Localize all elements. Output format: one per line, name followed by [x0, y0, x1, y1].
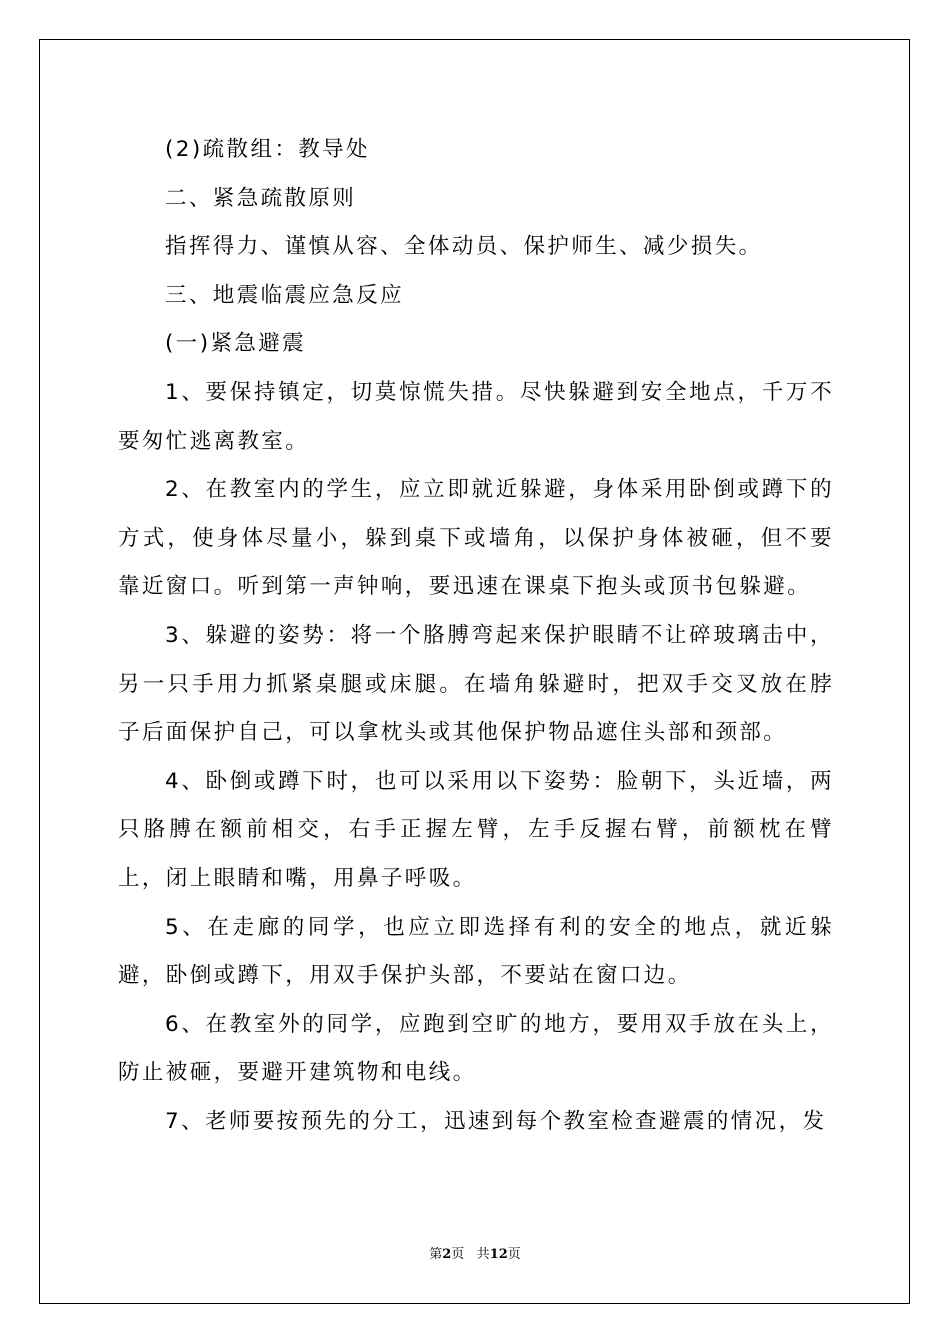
footer-prefix: 第: [429, 1247, 443, 1262]
heading-earthquake-response: 三、地震临震应急反应: [165, 282, 405, 308]
paragraph-item-3: 3、躲避的姿势：将一个胳膊弯起来保护眼睛不让碎玻璃击中，另一只手用力抓紧桌腿或床腿。在墙角躲避时，把双手交叉放在脖子后面保护自己，可以拿枕头或其他保护物品遮住头部和颈部。: [118, 622, 834, 746]
paragraph-item-2: 2、在教室内的学生，应立即就近躲避，身体采用卧倒或蹲下的方式，使身体尽量小，躲到桌下或墙角，以保护身体被砸，但不要靠近窗口。听到第一声钟响，要迅速在课桌下抱头或顶书包躲避。: [118, 477, 834, 600]
footer-total-pages: 12: [489, 1247, 508, 1262]
paragraph-item-7: 7、老师要按预先的分工，迅速到每个教室检查避震的情况，发: [165, 1108, 827, 1134]
footer-page-number: 2: [442, 1247, 452, 1262]
paragraph-item-4: 4、卧倒或蹲下时，也可以采用以下姿势：脸朝下，头近墙，两只胳膊在额前相交，右手正握左臂，左手反握右臂，前额枕在臂上，闭上眼睛和嘴，用鼻子呼吸。: [118, 768, 834, 891]
heading-emergency-shelter: (一)紧急避震: [165, 331, 307, 357]
paragraph-principles: 指挥得力、谨慎从容、全体动员、保护师生、减少损失。: [165, 234, 763, 260]
document-body: [118, 126, 834, 1146]
footer-total-prefix: 共: [476, 1247, 490, 1262]
heading-evacuation-principles: 二、紧急疏散原则: [165, 185, 357, 211]
paragraph-item-6: 6、在教室外的同学，应跑到空旷的地方，要用双手放在头上，防止被砸，要避开建筑物和电线。: [118, 1011, 834, 1086]
page-footer: [0, 1247, 950, 1263]
paragraph-item-1: 1、要保持镇定，切莫惊慌失措。尽快躲避到安全地点，千万不要匆忙逃离教室。: [118, 379, 834, 454]
footer-page-suffix: 页: [451, 1247, 465, 1262]
paragraph-evacuation-group: (2)疏散组：教导处: [165, 137, 370, 162]
paragraph-item-5: 5、在走廊的同学，也应立即选择有利的安全的地点，就近躲避，卧倒或蹲下，用双手保护头部，不要站在窗口边。: [118, 914, 834, 989]
footer-total-suffix: 页: [507, 1247, 521, 1262]
